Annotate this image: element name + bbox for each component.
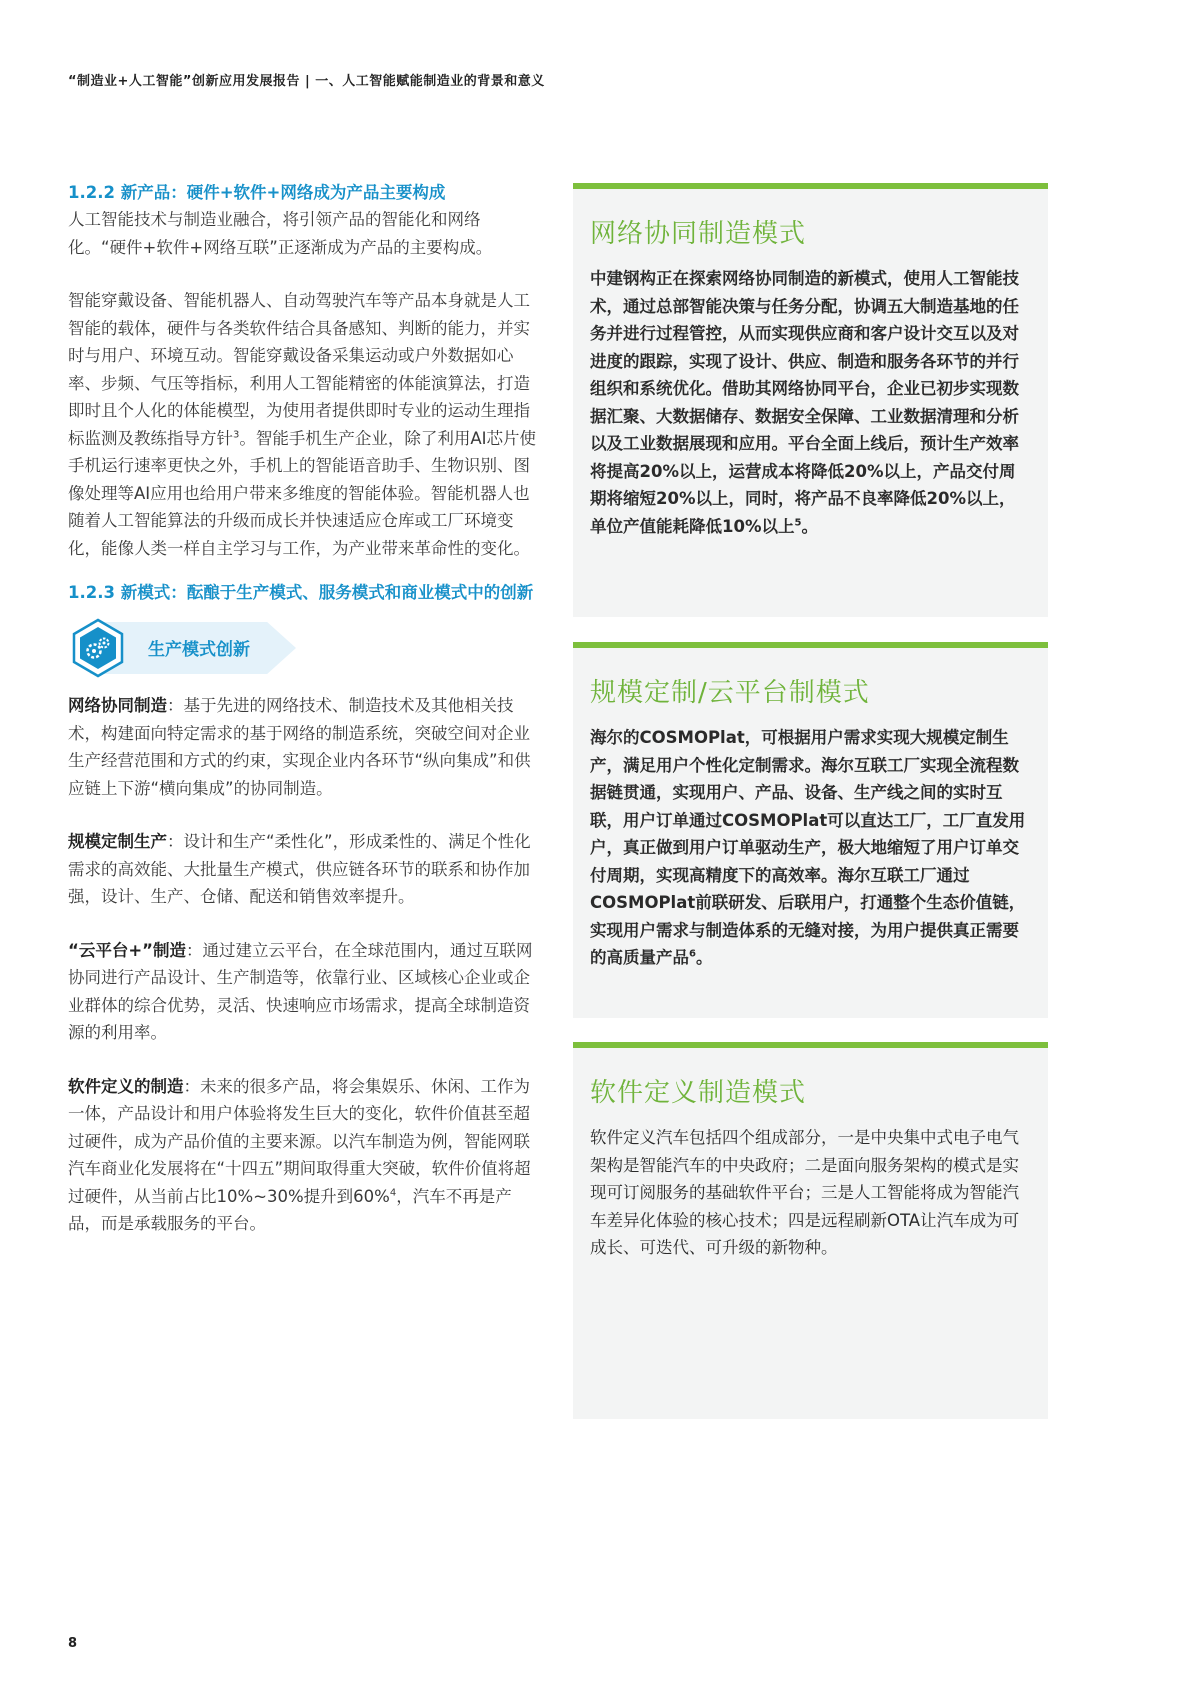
definition-text: ：设计和生产“柔性化”，形成柔性的、满足个性化需求的高效能、大批量生产模式，供应链各环节的联系和协作加强，设计、生产、仓储、配送和销售效率提升。 [68, 832, 531, 906]
footnote-ref: 5 [794, 517, 802, 528]
case-box-tail: 。 [801, 516, 818, 536]
running-header: “制造业+人工智能”创新应用发展报告 | 一、人工智能赋能制造业的背景和意义 [68, 74, 545, 89]
gears-icon [68, 618, 128, 678]
case-box-body: 海尔的COSMOPlat，可根据用户需求实现大规模定制生产，满足用户个性化定制需求。海尔互联工厂实现全流程数据链贯通，实现用户、产品、设备、生产线之间的实时互联，用户订单通过COSMOPlat可以直达工厂，工厂直发用户，真正做到用户订单驱动生产，极大地缩短了用户订单交付周期，实现高精度下的高效率。海尔互联工厂通过COSMOPlat前联研发、后联用户，打通整个生态价值链，实现用户需求与制造体系的无缝对接，为用户提供真正需要的高质量产品 [590, 728, 1026, 967]
definition-term: 规模定制生产 [68, 832, 167, 851]
main-column [68, 180, 538, 1238]
case-box-network-collab [573, 183, 1048, 617]
case-box-body: 软件定义汽车包括四个组成部分，一是中央集中式电子电气架构是智能汽车的中央政府；二是面向服务架构的模式是实现可订阅服务的基础软件平台；三是人工智能将成为智能汽车差异化体验的核心技术；四是远程刷新OTA让汽车成为可成长、可迭代、可升级的新物种。 [590, 1128, 1020, 1257]
case-box-text [590, 1124, 1028, 1262]
paragraph: 人工智能技术与制造业融合，将引领产品的智能化和网络化。“硬件+软件+网络互联”正逐渐成为产品的主要构成。 [68, 210, 493, 257]
footnote-ref: 3 [233, 429, 240, 440]
badge-label: 生产模式创新 [148, 640, 250, 660]
paragraph [68, 287, 538, 562]
section-title-1-2-3: 1.2.3 新模式：酝酿于生产模式、服务模式和商业模式中的创新 [68, 583, 534, 602]
paragraph-text: 智能穿戴设备、智能机器人、自动驾驶汽车等产品本身就是人工智能的载体，硬件与各类软件结合具备感知、判断的能力，并实时与用户、环境互动。智能穿戴设备采集运动或户外数据如心率、步频、气压等指标，利用人工智能精密的体能演算法，打造即时且个人化的体能模型，为使用者提供即时专业的运动生理指标监测及教练指导方针 [68, 291, 530, 448]
definition-text: ，汽车不再是产品，而是承载服务的平台。 [68, 1186, 512, 1233]
section-title-1-2-2: 1.2.2 新产品：硬件+软件+网络成为产品主要构成 [68, 183, 446, 202]
definition-item [68, 1073, 538, 1238]
definition-term: 软件定义的制造 [68, 1076, 184, 1096]
definition-text: ：通过建立云平台，在全球范围内，通过互联网协同进行产品设计、生产制造等，依靠行业、区域核心企业或企业群体的综合优势，灵活、快速响应市场需求，提高全球制造资源的利用率。 [68, 940, 533, 1042]
case-box-text [590, 265, 1028, 540]
paragraph-text: 。智能手机生产企业，除了利用AI芯片使手机运行速率更快之外，手机上的智能语音助手、生物识别、图像处理等AI应用也给用户带来多维度的智能体验。智能机器人也随着人工智能算法的升级而成长并快速适应仓库或工厂环境变化，能像人类一样自主学习与工作，为产业带来革命性的变化。 [68, 428, 537, 558]
case-box-text [590, 724, 1028, 972]
definition-item [68, 828, 538, 911]
definition-term: 网络协同制造 [68, 696, 167, 715]
definition-term: “云平台+”制造 [68, 940, 187, 960]
page-number: 8 [68, 1636, 78, 1651]
definition-item [68, 692, 538, 802]
definition-text: ：基于先进的网络技术、制造技术及其他相关技术，构建面向特定需求的基于网络的制造系统，突破空间对企业生产经营范围和方式的约束，实现企业内各环节“纵向集成”和供应链上下游“横向集成”的协同制造。 [68, 696, 531, 798]
footnote-ref: 4 [389, 1187, 397, 1198]
case-box-body: 中建钢构正在探索网络协同制造的新模式，使用人工智能技术，通过总部智能决策与任务分配，协调五大制造基地的任务并进行过程管控，从而实现供应商和客户设计交互以及对进度的跟踪，实现了设计、供应、制造和服务各环节的并行组织和系统优化。借助其网络协同平台，企业已初步实现数据汇聚、大数据储存、数据安全保障、工业数据清理和分析以及工业数据展现和应用。平台全面上线后，预计生产效率将提高20%以上，运营成本将降低20%以上，产品交付周期将缩短20%以上，同时，将产品不良率降低20%以上，单位产值能耗降低10%以上 [590, 269, 1019, 536]
case-box-software-defined [573, 1042, 1048, 1419]
case-box-mass-customization [573, 642, 1048, 1018]
footnote-ref: 6 [689, 948, 696, 960]
section-badge [68, 618, 298, 678]
definition-item [68, 937, 538, 1047]
case-box-title: 网络协同制造模式 [590, 219, 807, 249]
case-box-title: 软件定义制造模式 [590, 1078, 807, 1108]
case-box-tail: 。 [695, 948, 713, 967]
definition-text: ：未来的很多产品，将会集娱乐、休闲、工作为一体，产品设计和用户体验将发生巨大的变化，软件价值甚至超过硬件，成为产品价值的主要来源。以汽车制造为例，智能网联汽车商业化发展将在“十四五”期间取得重大突破，软件价值将超过硬件，从当前占比10%~30%提升到60% [68, 1076, 531, 1206]
case-box-title: 规模定制/云平台制模式 [590, 678, 870, 708]
